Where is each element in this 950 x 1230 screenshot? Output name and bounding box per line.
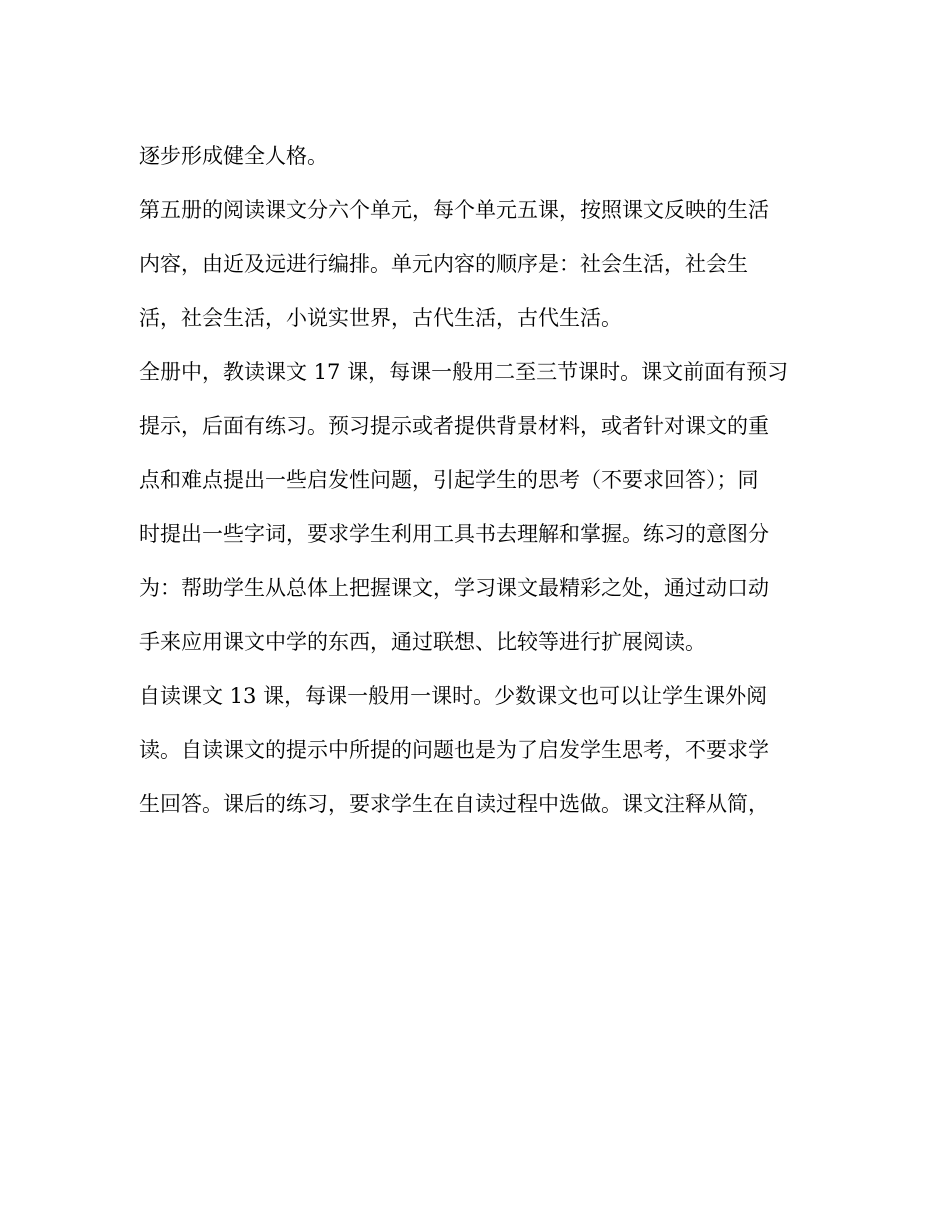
text-line: 生回答。课后的练习，要求学生在自读过程中选做。课文注释从简， xyxy=(139,792,769,816)
body-text xyxy=(139,138,811,840)
text-line: 活，社会生活，小说实世界，古代生活，古代生活。 xyxy=(139,306,622,330)
text-line: 读。自读课文的提示中所提的问题也是为了启发学生思考，不要求学 xyxy=(139,738,769,762)
text-line: 点和难点提出一些启发性问题，引起学生的思考（不要求回答）；同 xyxy=(139,468,759,492)
text-line: 为：帮助学生从总体上把握课文，学习课文最精彩之处，通过动口动 xyxy=(139,576,769,600)
text-line: 第五册的阅读课文分六个单元，每个单元五课，按照课文反映的生活 xyxy=(139,198,769,222)
text-line: 时提出一些字词，要求学生利用工具书去理解和掌握。练习的意图分 xyxy=(139,522,769,546)
text-line: 手来应用课文中学的东西，通过联想、比较等进行扩展阅读。 xyxy=(139,630,706,654)
text-line: 全册中，教读课文 17 课，每课一般用二至三节课时。课文前面有预习 xyxy=(139,360,789,384)
text-line: 逐步形成健全人格。 xyxy=(139,144,328,168)
text-line: 提示，后面有练习。预习提示或者提供背景材料，或者针对课文的重 xyxy=(139,414,769,438)
text-line: 自读课文 13 课，每课一般用一课时。少数课文也可以让学生课外阅 xyxy=(139,684,768,708)
text-line: 内容，由近及远进行编排。单元内容的顺序是：社会生活，社会生 xyxy=(139,252,748,276)
